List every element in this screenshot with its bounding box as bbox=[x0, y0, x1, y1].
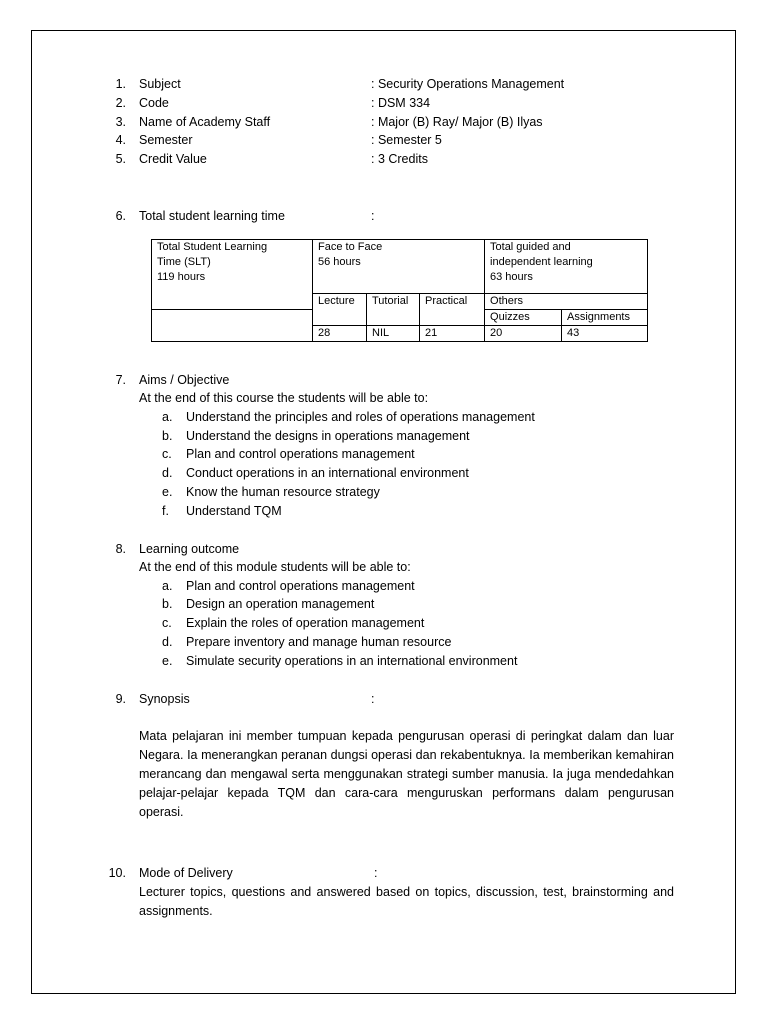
slt-title-line1: Total Student Learning bbox=[157, 241, 268, 253]
item-label: Semester bbox=[139, 133, 193, 147]
item-label: Code bbox=[139, 96, 169, 110]
list-letter: a. bbox=[162, 410, 173, 424]
list-letter: e. bbox=[162, 654, 173, 668]
guided-cell bbox=[485, 240, 648, 294]
practical-header: Practical bbox=[420, 294, 485, 326]
list-text: Prepare inventory and manage human resource bbox=[186, 635, 452, 649]
section-number: 6. bbox=[115, 209, 126, 223]
list-text: Explain the roles of operation management bbox=[186, 616, 425, 630]
list-letter: b. bbox=[162, 597, 173, 611]
slt-table bbox=[151, 239, 648, 342]
section-title: Synopsis bbox=[139, 692, 190, 706]
item-value: : Major (B) Ray/ Major (B) Ilyas bbox=[371, 115, 543, 129]
list-text: Simulate security operations in an international environment bbox=[186, 654, 518, 668]
list-text: Design an operation management bbox=[186, 597, 375, 611]
section-intro: At the end of this course the students will be able to: bbox=[139, 391, 429, 405]
section-colon: : bbox=[374, 866, 378, 880]
guided-title-line1: Total guided and bbox=[490, 241, 571, 253]
section-number: 7. bbox=[115, 373, 126, 387]
list-letter: d. bbox=[162, 466, 173, 480]
section-number: 9. bbox=[115, 692, 126, 706]
section-title: Learning outcome bbox=[139, 542, 240, 556]
slt-empty-cell bbox=[152, 310, 313, 342]
list-text: Know the human resource strategy bbox=[186, 485, 380, 499]
assignments-header: Assignments bbox=[562, 310, 648, 326]
others-header: Others bbox=[485, 294, 648, 310]
quizzes-header: Quizzes bbox=[485, 310, 562, 326]
item-value: : Semester 5 bbox=[371, 133, 442, 147]
practical-value: 21 bbox=[420, 326, 485, 342]
list-text: Understand the designs in operations management bbox=[186, 429, 470, 443]
slt-title-line2: Time (SLT) bbox=[157, 256, 211, 268]
list-text: Plan and control operations management bbox=[186, 447, 415, 461]
list-letter: e. bbox=[162, 485, 173, 499]
list-text: Conduct operations in an international environment bbox=[186, 466, 469, 480]
list-letter: c. bbox=[162, 447, 172, 461]
section-colon: : bbox=[371, 692, 375, 706]
synopsis-paragraph: Mata pelajaran ini member tumpuan kepada pengurusan operasi di peringkat dalam dan luar Negara. Ia menerangkan peranan dungsi operasi dan rekabentuknya. Ia memberikan kemahiran merancang dan mengawal serta menggunakan strategi sumber manusia. Ia juga mendedahkan pelajar-pelajar kepada TQM dan cara-cara menguruskan performans dalam pengurusan operasi. bbox=[139, 729, 674, 819]
item-number: 4. bbox=[115, 133, 126, 147]
list-letter: d. bbox=[162, 635, 173, 649]
item-label: Name of Academy Staff bbox=[139, 115, 271, 129]
section-title: Total student learning time bbox=[139, 209, 285, 223]
list-letter: c. bbox=[162, 616, 172, 630]
item-label: Subject bbox=[139, 77, 181, 91]
page-border bbox=[31, 30, 736, 994]
tutorial-value: NIL bbox=[367, 326, 420, 342]
item-value: : 3 Credits bbox=[371, 152, 428, 166]
list-letter: f. bbox=[162, 504, 169, 518]
guided-title-line2: independent learning bbox=[490, 256, 593, 268]
section-number: 10. bbox=[108, 866, 126, 880]
section-number: 8. bbox=[115, 542, 126, 556]
item-value: : DSM 334 bbox=[371, 96, 431, 110]
quizzes-value: 20 bbox=[485, 326, 562, 342]
slt-hours: 119 hours bbox=[157, 271, 206, 283]
slt-total-cell bbox=[152, 240, 313, 310]
item-value: : Security Operations Management bbox=[371, 77, 565, 91]
tutorial-header: Tutorial bbox=[367, 294, 420, 326]
section-intro: At the end of this module students will be able to: bbox=[139, 560, 411, 574]
lecture-header: Lecture bbox=[313, 294, 367, 326]
list-text: Understand TQM bbox=[186, 504, 282, 518]
f2f-hours: 56 hours bbox=[318, 256, 361, 268]
delivery-paragraph: Lecturer topics, questions and answered based on topics, discussion, test, brainstorming and assignments. bbox=[139, 885, 674, 918]
f2f-title: Face to Face bbox=[318, 241, 383, 253]
list-letter: b. bbox=[162, 429, 173, 443]
item-number: 3. bbox=[115, 115, 126, 129]
section-title: Mode of Delivery bbox=[139, 866, 233, 880]
f2f-cell bbox=[313, 240, 485, 294]
guided-hours: 63 hours bbox=[490, 271, 533, 283]
list-letter: a. bbox=[162, 579, 173, 593]
item-number: 1. bbox=[115, 77, 126, 91]
assignments-value: 43 bbox=[562, 326, 648, 342]
list-text: Plan and control operations management bbox=[186, 579, 415, 593]
section-colon: : bbox=[371, 209, 375, 223]
item-label: Credit Value bbox=[139, 152, 207, 166]
slt-header-row bbox=[152, 240, 648, 294]
item-number: 5. bbox=[115, 152, 126, 166]
list-text: Understand the principles and roles of operations management bbox=[186, 410, 535, 424]
section-title: Aims / Objective bbox=[139, 373, 230, 387]
lecture-value: 28 bbox=[313, 326, 367, 342]
item-number: 2. bbox=[115, 96, 126, 110]
